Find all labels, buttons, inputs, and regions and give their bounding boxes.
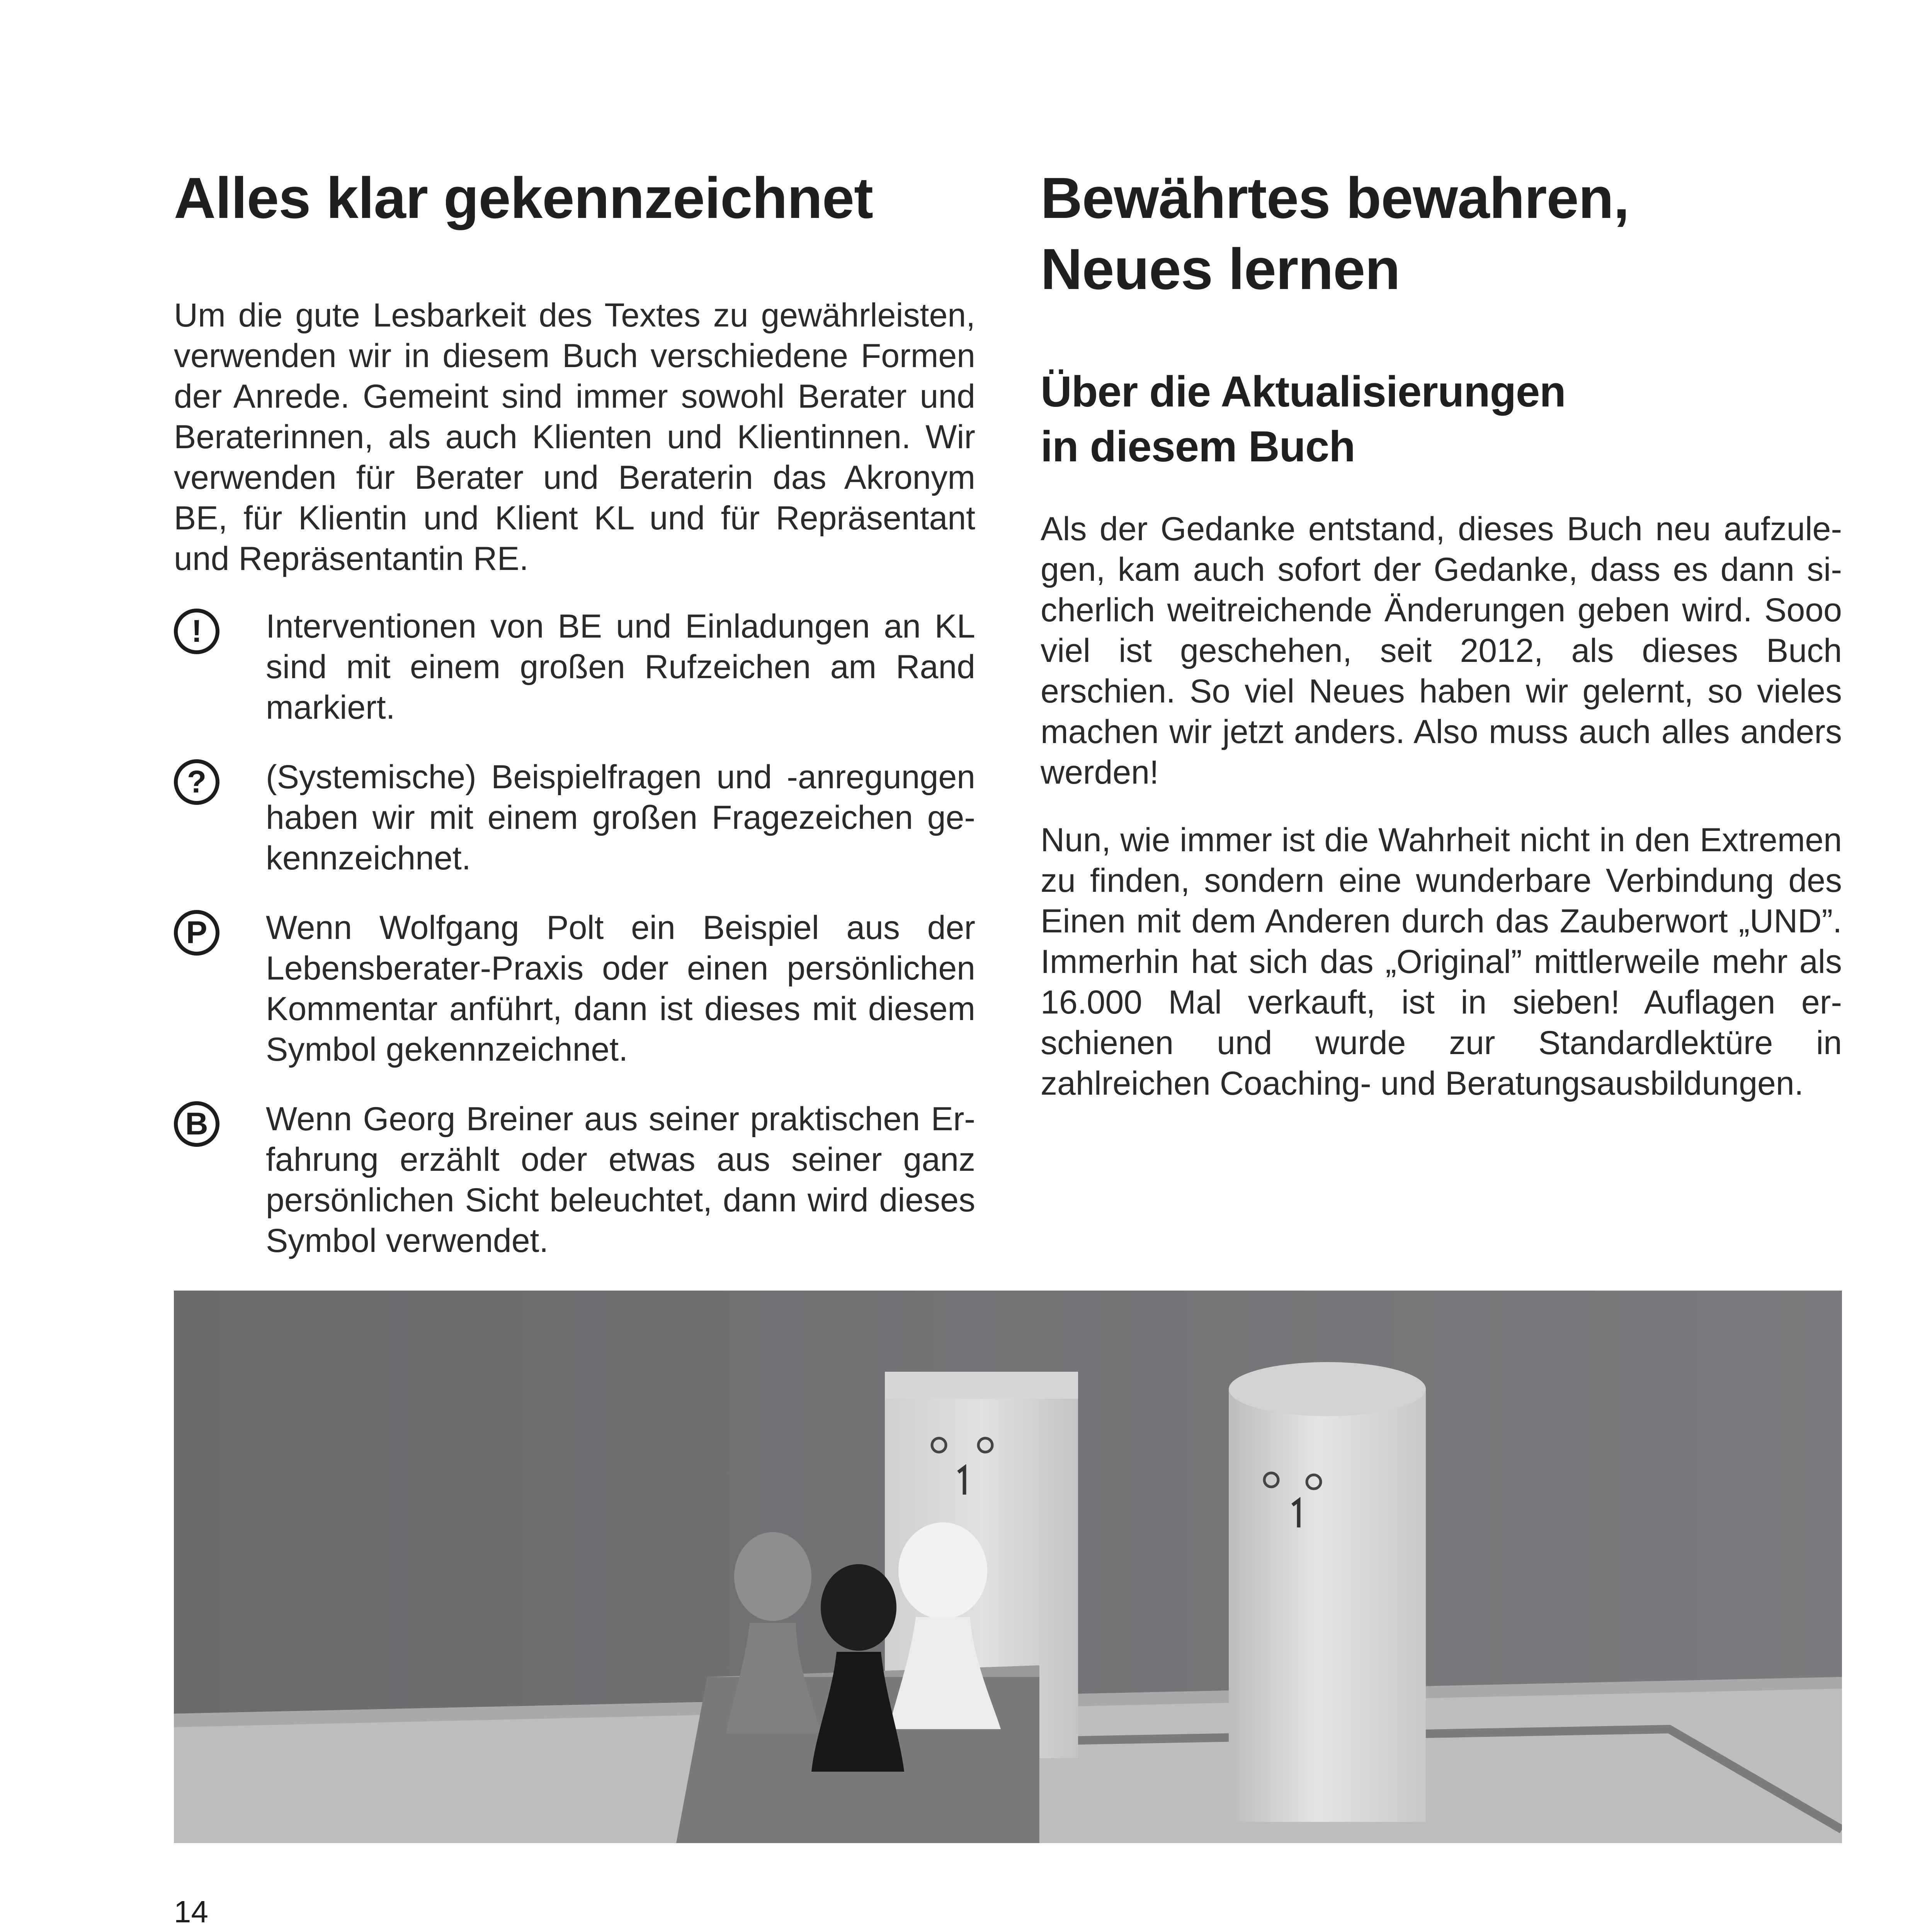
symbol-item-question	[174, 757, 975, 879]
heading-line: Bewährtes bewahren,	[1041, 165, 1629, 230]
symbol-description: Wenn Wolfgang Polt ein Beispiel aus der Lebensberater-Praxis oder einen persönlichen Kommentar anführt, dann ist dieses mit diesem Symbol gekennzeichnet.	[266, 909, 975, 1068]
letter-p-icon: P	[174, 910, 219, 956]
section-heading-right	[1041, 162, 1842, 304]
heading-line: Neues lernen	[1041, 236, 1400, 301]
symbol-legend	[174, 606, 975, 1261]
subheading-line: in diesem Buch	[1041, 422, 1355, 471]
symbol-description: Interventionen von BE und Einladungen an KL sind mit einem großen Rufzeichen am Rand markiert.	[266, 608, 975, 726]
section-heading-left: Alles klar gekennzeichnet	[174, 165, 873, 230]
intro-paragraph: Um die gute Lesbarkeit des Textes zu gewährleisten, verwenden wir in diesem Buch verschiedene Formen der Anrede. Gemeint sind immer sowohl Berater und Beraterinnen, als auch Klienten und Klientinnen. Wir verwenden für Berater und Beraterin das Akronym BE, für Klientin und Klient KL und für Repräsentant und Repräsentantin RE.	[174, 297, 975, 577]
body-paragraph-1: Als der Gedanke entstand, dieses Buch neu aufzulegen, kam auch sofort der Gedanke, dass es dann sicherlich weitreichende Änderungen geben wird. Sooo viel ist geschehen, seit 2012, als dieses Buch erschien. So viel Neues haben wir gelernt, so vieles machen wir jetzt anders. Also muss auch alles anders werden!	[1041, 510, 1842, 791]
symbol-description: Wenn Georg Breiner aus seiner praktischen Erfahrung erzählt oder etwas aus seiner ganz persönlichen Sicht beleuchtet, dann wird dieses Symbol verwendet.	[266, 1100, 975, 1259]
photo-game-figures	[174, 1291, 1842, 1843]
subheading	[1041, 364, 1842, 474]
letter-b-icon: B	[174, 1101, 219, 1147]
subheading-line: Über die Aktualisierungen	[1041, 367, 1566, 416]
symbol-item-p	[174, 908, 975, 1070]
question-mark-icon: ?	[174, 759, 219, 805]
symbol-description: (Systemische) Beispielfragen und -anregungen haben wir mit einem großen Fragezeichen gekennzeichnet.	[266, 759, 975, 877]
body-paragraph-2: Nun, wie immer ist die Wahrheit nicht in den Extremen zu finden, sondern eine wunderbare Verbindung des Einen mit dem Anderen durch das Zauberwort „UND”. Immerhin hat sich das „Original” mittlerweile mehr als 16.000 Mal verkauft, ist in sieben! Auflagen erschienen und wurde zur Standardlektüre in zahlreichen Coaching- und Beratungsausbildungen.	[1041, 821, 1842, 1102]
exclamation-mark-icon: !	[174, 609, 219, 654]
right-column	[1041, 162, 1842, 1104]
left-column	[174, 162, 975, 1290]
symbol-item-b	[174, 1099, 975, 1261]
symbol-item-exclamation	[174, 606, 975, 728]
photo-illustration	[174, 1291, 1842, 1843]
page-number: 14	[174, 1895, 208, 1929]
